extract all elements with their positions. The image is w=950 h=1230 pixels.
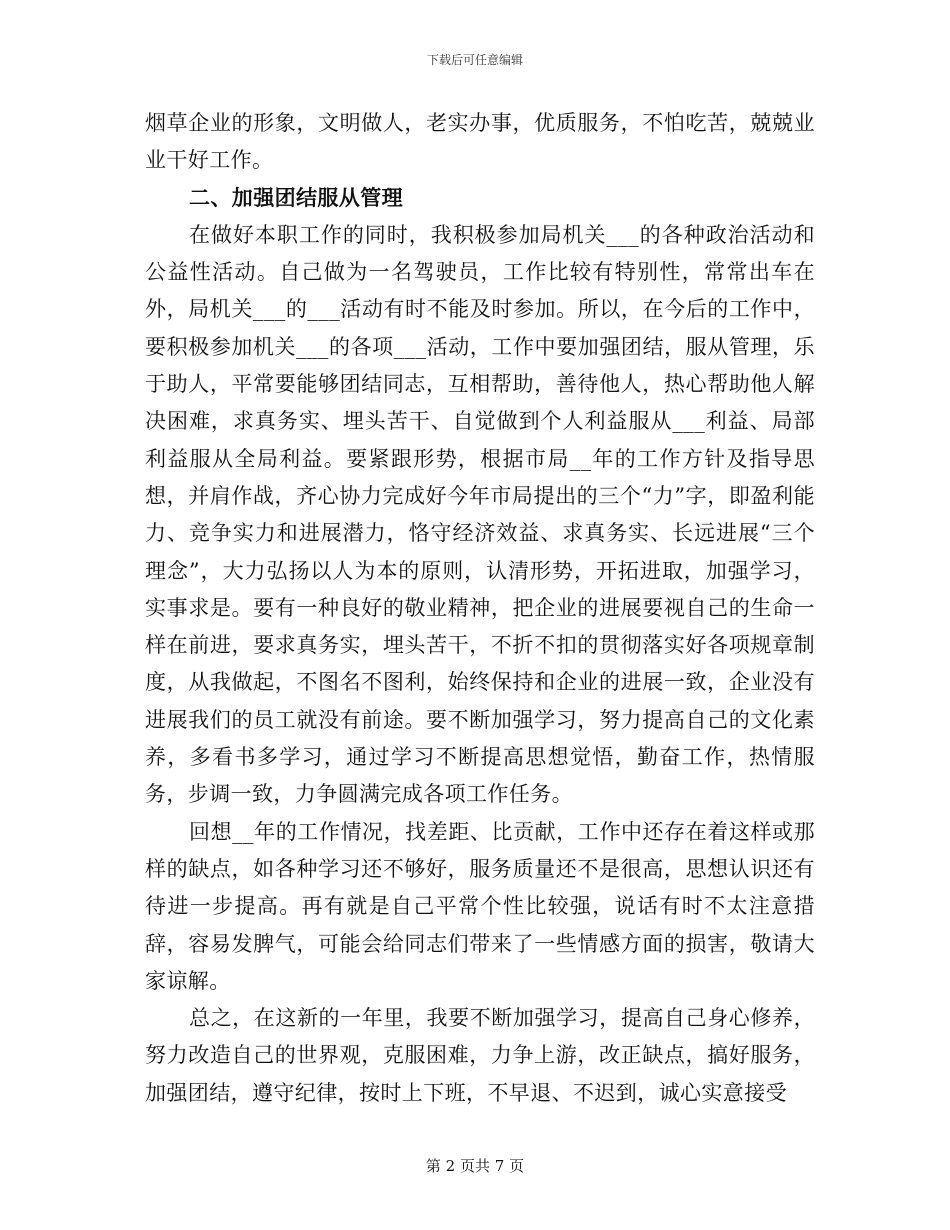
paragraph-review: 回想__年的工作情况，找差距、比贡献，工作中还存在着这样或那样的缺点，如各种学习还不够好，服务质量还不是很高，思想认识还有待进一步提高。再有就是自己平常个性比较强，说话有时不太注意措辞，容易发脾气，可能会给同志们带来了一些情感方面的损害，敬请大家谅解。 [145,819,815,993]
paragraph-conclusion: 总之，在这新的一年里，我要不断加强学习，提高自己身心修养，努力改造自己的世界观，克服困难，力争上游，改正缺点，搞好服务，加强团结，遵守纪律，按时上下班，不早退、不迟到，诚心实意接受 [145,1006,815,1105]
document-body [145,105,815,1112]
paragraph-continuation: 烟草企业的形象，文明做人，老实办事，优质服务，不怕吃苦，兢兢业业干好工作。 [145,111,815,173]
paragraph-unity: 在做好本职工作的同时，我积极参加局机关___的各种政治活动和公益性活动。自己做为一名驾驶员，工作比较有特别性，常常出车在外，局机关___的___活动有时不能及时参加。所以，在今后的工作中，要积极参加机关___的各项___活动，工作中要加强团结，服从管理，乐于助人，平常要能够团结同志，互相帮助，善待他人，热心帮助他人解决困难，求真务实、埋头苦干、自觉做到个人利益服从___利益、局部利益服从全局利益。要紧跟形势，根据市局__年的工作方针及指导思想，并肩作战，齐心协力完成好今年市局提出的三个“力”字，即盈利能力、竞争实力和进展潜力，恪守经济效益、求真务实、长远进展“三个理念”，大力弘扬以人为本的原则，认清形势，开拓进取，加强学习，实事求是。要有一种良好的敬业精神，把企业的进展要视自己的生命一样在前进，要求真务实，埋头苦干，不折不扣的贯彻落实好各项规章制度，从我做起，不图名不图利，始终保持和企业的进展一致，企业没有进展我们的员工就没有前途。要不断加强学习，努力提高自己的文化素养，多看书多学习，通过学习不断提高思想觉悟，勤奋工作，热情服务，步调一致，力争圆满完成各项工作任务。 [145,222,815,807]
page-footer: 第 2 页共 7 页 [425,1157,525,1175]
section-heading: 二、加强团结服从管理 [189,185,403,210]
page-header: 下载后可任意编辑 [426,53,523,67]
